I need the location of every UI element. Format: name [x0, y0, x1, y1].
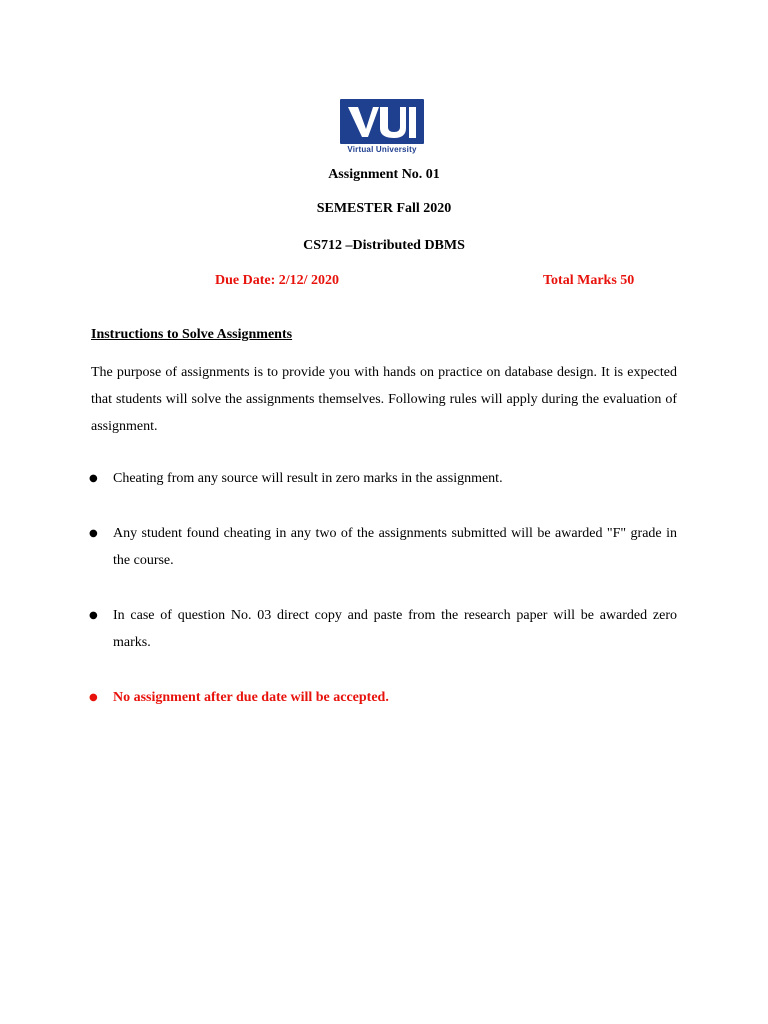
list-item [89, 520, 677, 574]
list-item [89, 465, 677, 492]
bullet-icon: ● [89, 610, 98, 621]
logo-letters-icon [340, 99, 424, 144]
due-date: Due Date: 2/12/ 2020 [215, 273, 340, 288]
logo-caption: Virtual University [347, 145, 417, 154]
vu-logo [340, 99, 424, 155]
list-item-text: In case of question No. 03 direct copy and paste from the research paper will be awarded zero marks. [113, 608, 677, 650]
list-item-text: No assignment after due date will be accepted. [113, 690, 389, 705]
list-item [89, 602, 677, 656]
bullet-icon: ● [89, 692, 98, 703]
instructions-intro: The purpose of assignments is to provide you with hands on practice on database design. It is expected that students will solve the assignments themselves. Following rules will apply during the evaluation of assignment. [91, 365, 677, 434]
semester-title: SEMESTER Fall 2020 [316, 201, 452, 216]
assignment-title: Assignment No. 01 [328, 167, 440, 182]
bullet-icon: ● [89, 473, 98, 484]
total-marks: Total Marks 50 [543, 273, 635, 288]
instructions-heading: Instructions to Solve Assignments [91, 327, 293, 342]
course-title: CS712 –Distributed DBMS [303, 238, 465, 253]
list-item-warning [89, 684, 677, 711]
bullet-icon: ● [89, 528, 98, 539]
list-item-text: Any student found cheating in any two of the assignments submitted will be awarded "F" grade in the course. [113, 526, 677, 568]
list-item-text: Cheating from any source will result in zero marks in the assignment. [113, 471, 503, 486]
